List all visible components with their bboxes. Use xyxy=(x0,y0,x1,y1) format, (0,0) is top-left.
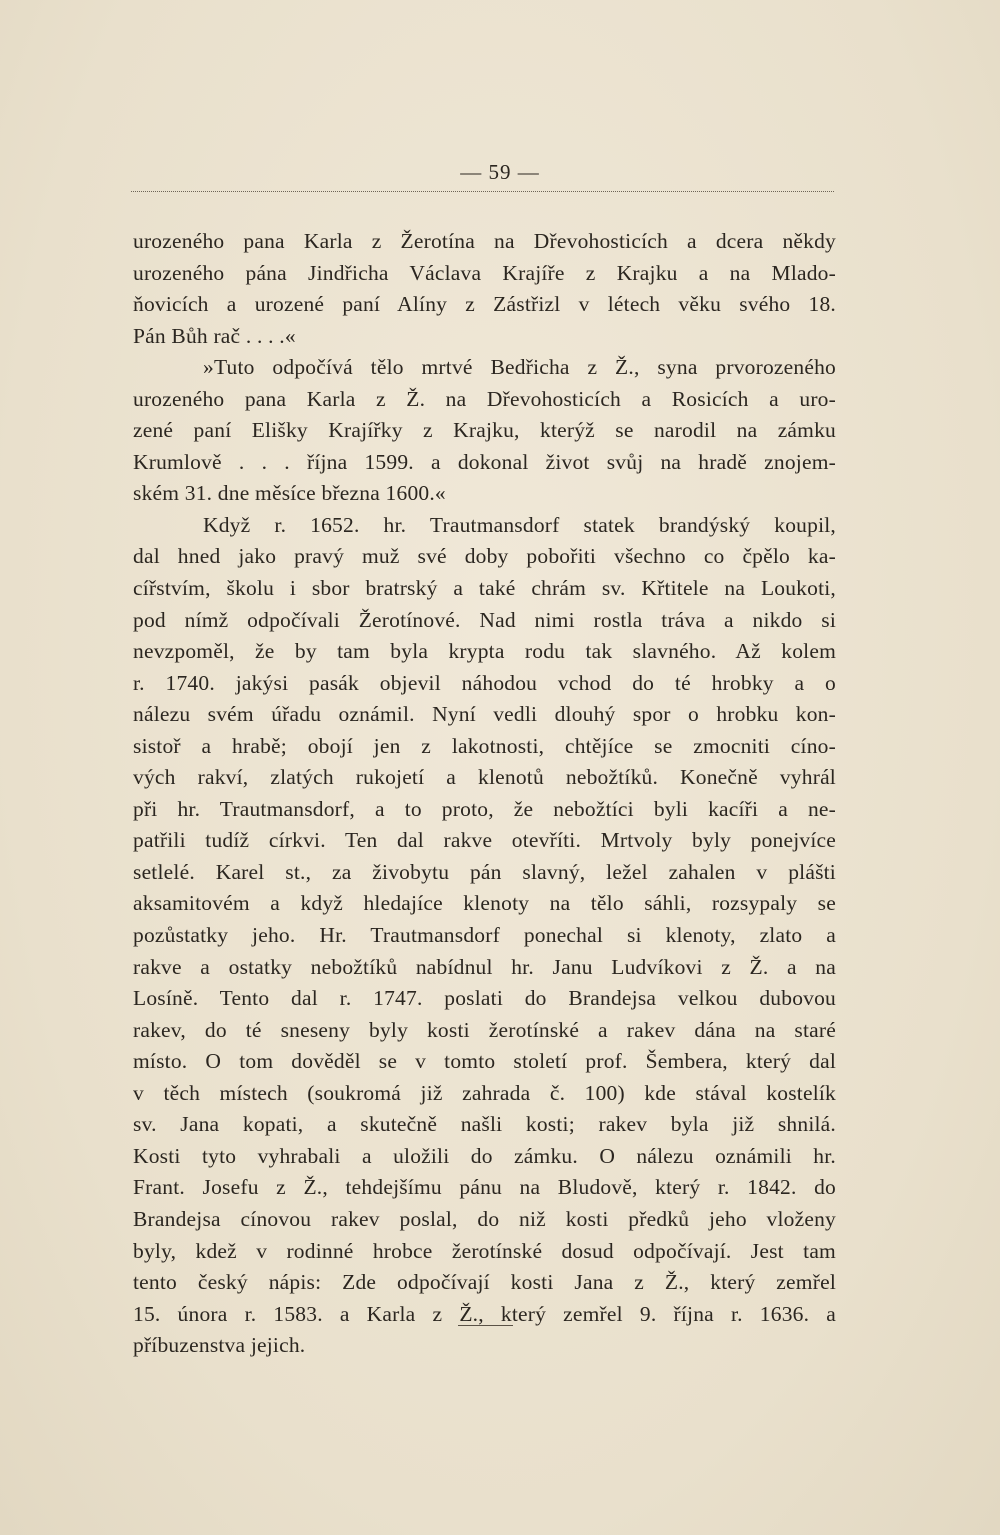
text-line: aksamitovém a když hledajíce klenoty na tělo sáhli, rozsypaly se xyxy=(133,891,836,916)
text-line: cířstvím, školu i sbor bratrský a také chrám sv. Křtitele na Loukoti, xyxy=(133,576,836,601)
text-line: ském 31. dne měsíce března 1600.« xyxy=(133,481,446,506)
text-line: vých rakví, zlatých rukojetí a klenotů nebožtíků. Konečně vyhrál xyxy=(133,765,836,790)
page-number: — 59 — xyxy=(460,160,540,184)
text-line: nevzpoměl, že by tam byla krypta rodu tak slavného. Až kolem xyxy=(133,639,836,664)
text-line: urozeného pana Karla z Žerotína na Dřevohosticích a dcera někdy xyxy=(133,229,836,253)
text-line: r. 1740. jakýsi pasák objevil náhodou vchod do té hrobky a o xyxy=(133,670,836,695)
text-line: dal hned jako pravý muž své doby pobořiti všechno co čpělo ka- xyxy=(133,544,836,569)
text-line: místo. O tom dověděl se v tomto století prof. Šembera, který dal xyxy=(133,1049,836,1074)
text-line: urozeného pana Karla z Ž. na Dřevohosticích a Rosicích a uro- xyxy=(133,386,836,411)
text-line: Pán Bůh rač . . . .« xyxy=(133,323,296,348)
text-line: tento český nápis: Zde odpočívají kosti Jana z Ž., který zemřel xyxy=(133,1270,836,1295)
text-line: ňovicích a urozené paní Alíny z Zástřizl v létech věku svého 18. xyxy=(133,292,836,317)
text-line: 15. února r. 1583. a Karla z Ž., který zemřel 9. října r. 1636. a xyxy=(133,1301,836,1326)
text-line: patřili tudíž církvi. Ten dal rakve otevříti. Mrtvoly byly ponejvíce xyxy=(133,828,836,853)
text-line: »Tuto odpočívá tělo mrtvé Bedřicha z Ž., syna prvorozeného xyxy=(203,355,836,380)
text-line: v těch místech (soukromá již zahrada č. 100) kde stával kostelík xyxy=(133,1080,836,1105)
text-line: Brandejsa cínovou rakev poslal, do niž kosti předků jeho vloženy xyxy=(133,1206,836,1231)
text-line: sv. Jana kopati, a skutečně našli kosti; rakev byla již shnilá. xyxy=(133,1112,836,1137)
text-line: rakev, do té sneseny byly kosti žerotínské a rakev dána na staré xyxy=(133,1017,836,1042)
text-line: Kosti tyto vyhrabali a uložili do zámku. O nálezu oznámili hr. xyxy=(133,1143,836,1168)
text-line: při hr. Trautmansdorf, a to proto, že nebožtíci byli kacíři a ne- xyxy=(133,796,836,821)
text-line: Když r. 1652. hr. Trautmansdorf statek brandýský koupil, xyxy=(203,512,836,537)
text-line: sistoř a hrabě; obojí jen z lakotnosti, chtějíce se zmocniti cíno- xyxy=(133,733,836,758)
text-line: Frant. Josefu z Ž., tehdejšímu pánu na Bludově, který r. 1842. do xyxy=(133,1175,836,1200)
text-line: urozeného pána Jindřicha Václava Krajíře z Krajku a na Mlado- xyxy=(133,260,836,285)
text-line: setlelé. Karel st., za živobytu pán slavný, ležel zahalen v plášti xyxy=(133,859,836,884)
text-line: Krumlově . . . října 1599. a dokonal život svůj na hradě znojem- xyxy=(133,449,836,474)
text-line: příbuzenstva jejich. xyxy=(133,1333,306,1358)
text-line: pod nímž odpočívali Žerotínové. Nad nimi rostla tráva a nikdo si xyxy=(133,607,836,632)
text-line: pozůstatky jeho. Hr. Trautmansdorf ponechal si klenoty, zlato a xyxy=(133,923,836,948)
text-line: zené paní Elišky Krajířky z Krajku, kterýž se narodil na zámku xyxy=(133,418,836,443)
text-line: byly, kdež v rodinné hrobce žerotínské dosud odpočívají. Jest tam xyxy=(133,1238,836,1263)
text-line: Losíně. Tento dal r. 1747. poslati do Brandejsa velkou dubovou xyxy=(133,986,836,1011)
text-line: rakve a ostatky nebožtíků nabídnul hr. Janu Ludvíkovi z Ž. a na xyxy=(133,954,836,979)
end-divider xyxy=(458,1325,513,1326)
text-line: nálezu svém úřadu oznámil. Nyní vedli dlouhý spor o hrobku kon- xyxy=(133,702,836,727)
body-text xyxy=(133,226,836,1362)
header-divider xyxy=(131,191,834,192)
